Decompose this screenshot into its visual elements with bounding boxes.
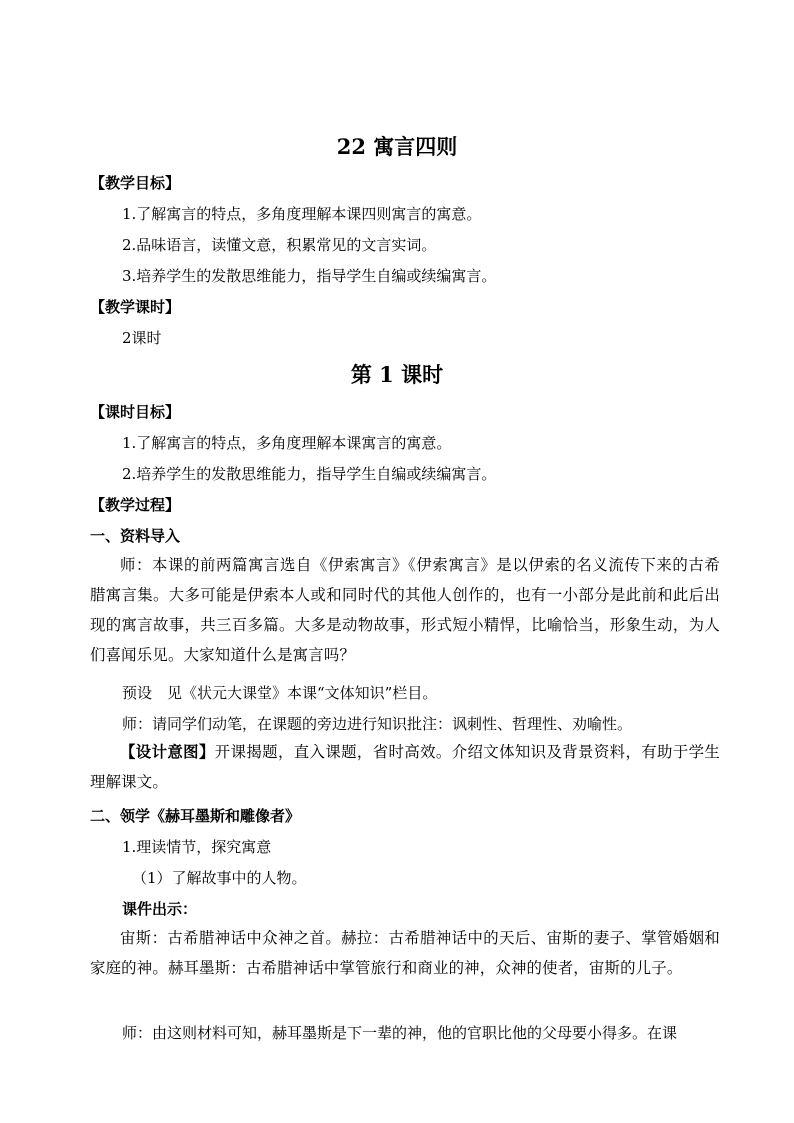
section2-heading: 二、领学《赫耳墨斯和雕像者》 xyxy=(90,807,301,825)
design-intent-paragraph xyxy=(90,737,720,797)
preset-line: 预设 见《状元大课堂》本课“文体知识”栏目。 xyxy=(122,684,438,702)
period-title: 第 1 课时 xyxy=(350,362,444,387)
courseware-label: 课件出示： xyxy=(122,900,198,918)
teacher-line: 师：请同学们动笔，在课题的旁边进行知识批注：讽刺性、哲理性、劝喻性。 xyxy=(122,715,633,733)
design-intent-text: 开课揭题，直入课题，省时高效。介绍文体知识及背景资料，有助于学生理解课文。 xyxy=(90,743,721,791)
process-heading: 【教学过程】 xyxy=(90,496,181,514)
design-intent-label: 【设计意图】 xyxy=(120,743,215,761)
goal-item-2: 2.品味语言，读懂文意，积累常见的文言实词。 xyxy=(122,236,437,254)
goal-item-1: 1.了解寓言的特点，多角度理解本课四则寓言的寓意。 xyxy=(122,205,482,223)
courseware-paragraph: 宙斯：古希腊神话中众神之首。赫拉：古希腊神话中的天后、宙斯的妻子、掌管婚姻和家庭的神。赫耳墨斯：古希腊神话中掌管旅行和商业的神，众神的使者，宙斯的儿子。 xyxy=(90,929,720,977)
goals-heading: 【教学目标】 xyxy=(90,174,181,192)
section1-heading: 一、资料导入 xyxy=(90,527,181,545)
goal-item-3: 3.培养学生的发散思维能力，指导学生自编或续编寓言。 xyxy=(122,267,497,285)
period-goal-item-1: 1.了解寓言的特点，多角度理解本课寓言的寓意。 xyxy=(122,434,452,452)
step1-sub-line: （1）了解故事中的人物。 xyxy=(132,869,307,887)
step1-line: 1.理读情节，探究寓意 xyxy=(122,838,272,856)
period-goal-item-2: 2.培养学生的发散思维能力，指导学生自编或续编寓言。 xyxy=(122,465,497,483)
intro-paragraph: 师：本课的前两篇寓言选自《伊索寓言》《伊索寓言》是以伊索的名义流传下来的古希腊寓言集。大多可能是伊索本人或和同时代的其他人创作的，也有一小部分是此前和此后出现的寓言故事，共三百多篇。大多是动物故事，形式短小精悍，比喻恰当，形象生动，为人们喜闻乐见。大家知道什么是寓言吗？ xyxy=(90,556,720,664)
period-goals-heading: 【课时目标】 xyxy=(90,403,181,421)
lesson-title: 22 寓言四则 xyxy=(336,134,458,159)
hours-value: 2课时 xyxy=(122,329,162,347)
last-paragraph-line: 师：由这则材料可知，赫耳墨斯是下一辈的神，他的官职比他的父母要小得多。在课 xyxy=(122,1024,678,1042)
hours-heading: 【教学课时】 xyxy=(90,298,181,316)
